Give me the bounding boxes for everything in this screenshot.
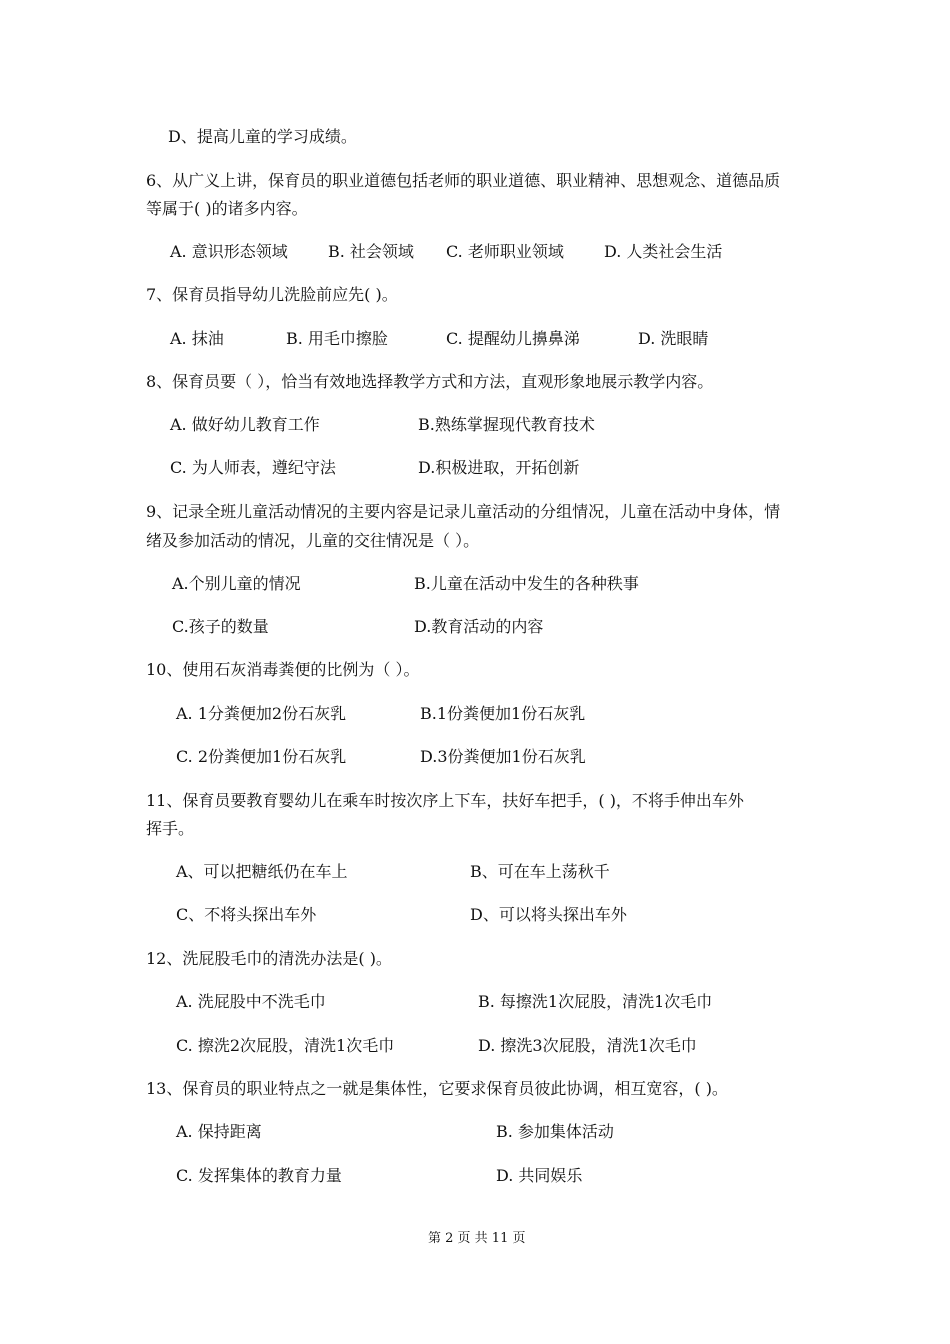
q9-option-d: D.教育活动的内容 bbox=[414, 617, 544, 636]
q11-option-d: D、可以将头探出车外 bbox=[470, 905, 627, 924]
q9-stem-line1: 9、记录全班儿童活动情况的主要内容是记录儿童活动的分组情况，儿童在活动中身体，情 bbox=[146, 502, 781, 521]
q8-option-d: D.积极进取，开拓创新 bbox=[418, 458, 580, 477]
q7-option-d: D. 洗眼睛 bbox=[638, 329, 709, 348]
q11-option-a: A、可以把糖纸仍在车上 bbox=[176, 862, 348, 881]
q13-option-a: A. 保持距离 bbox=[176, 1122, 262, 1141]
q10-stem: 10、使用石灰消毒粪便的比例为（ ）。 bbox=[146, 660, 420, 679]
q7-option-b: B. 用毛巾擦脸 bbox=[286, 329, 388, 348]
q12-option-c: C. 擦洗2次屁股，清洗1次毛巾 bbox=[176, 1036, 395, 1055]
q7-option-c: C. 提醒幼儿擤鼻涕 bbox=[446, 329, 580, 348]
q10-option-c: C. 2份粪便加1份石灰乳 bbox=[176, 747, 347, 766]
q7-option-a: A. 抹油 bbox=[170, 329, 224, 348]
q11-stem-line2: 挥手。 bbox=[146, 819, 195, 838]
q6-option-a: A. 意识形态领域 bbox=[170, 242, 288, 261]
q11-option-b: B、可在车上荡秋千 bbox=[470, 862, 610, 881]
q8-option-b: B.熟练掌握现代教育技术 bbox=[418, 415, 595, 434]
q12-option-a: A. 洗屁股中不洗毛巾 bbox=[176, 992, 326, 1011]
q11-stem-line1: 11、保育员要教育婴幼儿在乘车时按次序上下车，扶好车把手，( )，不将手伸出车外 bbox=[146, 791, 744, 810]
q6-stem-line1: 6、从广义上讲，保育员的职业道德包括老师的职业道德、职业精神、思想观念、道德品质 bbox=[146, 171, 781, 190]
q9-option-a: A.个别儿童的情况 bbox=[172, 574, 301, 593]
q11-option-c: C、不将头探出车外 bbox=[176, 905, 317, 924]
q6-option-b: B. 社会领域 bbox=[328, 242, 414, 261]
q8-option-c: C. 为人师表，遵纪守法 bbox=[170, 458, 336, 477]
page-number-footer: 第 2 页 共 11 页 bbox=[428, 1231, 526, 1246]
q8-option-a: A. 做好幼儿教育工作 bbox=[170, 415, 320, 434]
q13-option-c: C. 发挥集体的教育力量 bbox=[176, 1166, 342, 1185]
q6-option-c: C. 老师职业领域 bbox=[446, 242, 564, 261]
q6-option-d: D. 人类社会生活 bbox=[604, 242, 723, 261]
q13-option-d: D. 共同娱乐 bbox=[496, 1166, 583, 1185]
q13-option-b: B. 参加集体活动 bbox=[496, 1122, 614, 1141]
q13-stem: 13、保育员的职业特点之一就是集体性，它要求保育员彼此协调，相互宽容，( )。 bbox=[146, 1079, 728, 1098]
q12-option-b: B. 每擦洗1次屁股，清洗1次毛巾 bbox=[478, 992, 713, 1011]
q9-option-c: C.孩子的数量 bbox=[172, 617, 269, 636]
q12-option-d: D. 擦洗3次屁股，清洗1次毛巾 bbox=[478, 1036, 697, 1055]
q12-stem: 12、洗屁股毛巾的清洗办法是( )。 bbox=[146, 949, 392, 968]
q10-option-b: B.1份粪便加1份石灰乳 bbox=[420, 704, 586, 723]
q8-stem: 8、保育员要（ ），恰当有效地选择教学方式和方法，直观形象地展示教学内容。 bbox=[146, 372, 714, 391]
q5-option-d: D、提高儿童的学习成绩。 bbox=[168, 127, 357, 146]
q10-option-a: A. 1分粪便加2份石灰乳 bbox=[176, 704, 347, 723]
q9-stem-line2: 绪及参加活动的情况，儿童的交往情况是（ ）。 bbox=[146, 531, 480, 550]
q9-option-b: B.儿童在活动中发生的各种秩事 bbox=[414, 574, 639, 593]
q6-stem-line2: 等属于( )的诸多内容。 bbox=[146, 199, 308, 218]
q10-option-d: D.3份粪便加1份石灰乳 bbox=[420, 747, 586, 766]
q7-stem: 7、保育员指导幼儿洗脸前应先( )。 bbox=[146, 285, 398, 304]
